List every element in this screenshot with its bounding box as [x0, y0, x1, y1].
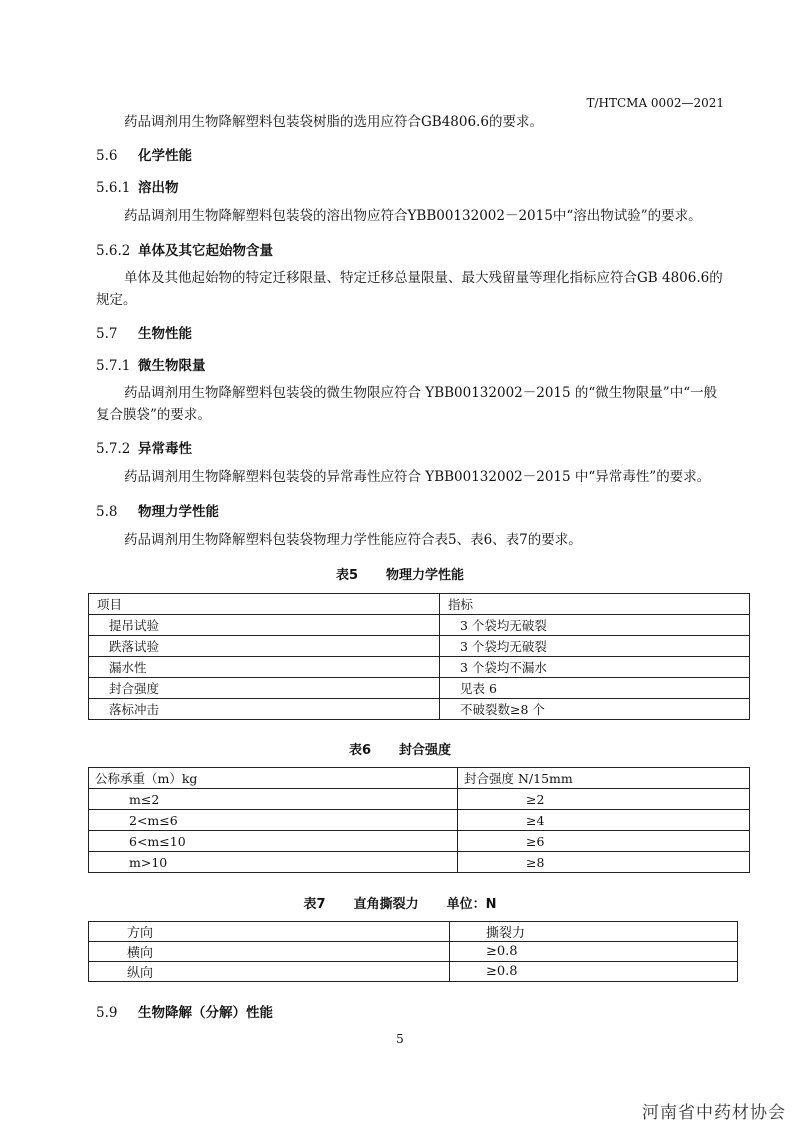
table-cell: ≥6 — [458, 831, 750, 852]
section-5-7-heading — [96, 322, 192, 342]
section-title: 溶出物 — [138, 180, 179, 196]
table-5-caption — [0, 564, 800, 583]
table-row — [89, 657, 750, 678]
table-row — [89, 615, 750, 636]
caption-title: 直角撕裂力 — [353, 897, 419, 912]
section-number: 5.6.2 — [96, 243, 131, 259]
section-5-6-1-heading — [96, 176, 179, 196]
table-cell: 纵向 — [89, 962, 450, 982]
section-number: 5.8 — [96, 504, 118, 520]
table-cell: 3 个袋均不漏水 — [440, 657, 750, 678]
table-cell: 3 个袋均无破裂 — [440, 636, 750, 657]
section-5-8-paragraph: 药品调剂用生物降解塑料包装袋物理力学性能应符合表5、表6、表7的要求。 — [124, 532, 582, 548]
section-5-6-2-paragraph: 单体及其他起始物的特定迁移限量、特定迁移总量限量、最大残留量等理化指标应符合GB 4806.6的规定。 — [96, 270, 723, 308]
table-cell: 封合强度 — [89, 678, 440, 699]
table-6-caption — [0, 739, 800, 758]
section-number: 5.6 — [96, 148, 118, 164]
section-title: 化学性能 — [138, 148, 192, 164]
table-cell: ≥4 — [458, 810, 750, 831]
table-cell: 落标冲击 — [89, 699, 440, 720]
table-cell: ≥0.8 — [450, 962, 738, 982]
table-cell: 漏水性 — [89, 657, 440, 678]
header-cell: 指标 — [440, 594, 750, 615]
table-header-row — [89, 768, 750, 789]
table-cell: ≥2 — [458, 789, 750, 810]
organization-watermark: 河南省中药材协会 — [642, 1103, 786, 1123]
section-5-7-1-heading — [96, 354, 206, 374]
table-cell: 3 个袋均无破裂 — [440, 615, 750, 636]
caption-title: 封合强度 — [399, 743, 452, 758]
section-number: 5.6.1 — [96, 180, 131, 196]
section-title: 生物降解（分解）性能 — [138, 1005, 273, 1021]
header-cell: 公称承重（m）kg — [89, 768, 458, 789]
section-5-6-2-heading — [96, 239, 273, 259]
document-code: T/HTCMA 0002—2021 — [586, 96, 724, 110]
table-cell: 提吊试验 — [89, 615, 440, 636]
table-row — [89, 699, 750, 720]
section-5-7-2-heading — [96, 437, 192, 457]
caption-number: 表6 — [348, 743, 372, 758]
table-row — [89, 942, 738, 962]
header-cell: 项目 — [89, 594, 440, 615]
table-cell: 6<m≤10 — [89, 831, 458, 852]
table-7 — [88, 921, 738, 982]
caption-unit: 单位：N — [446, 897, 497, 912]
table-cell: 跌落试验 — [89, 636, 440, 657]
table-row — [89, 831, 750, 852]
table-cell: m≤2 — [89, 789, 458, 810]
table-cell: m>10 — [89, 852, 458, 873]
table-row — [89, 789, 750, 810]
table-cell: 2<m≤6 — [89, 810, 458, 831]
section-number: 5.7 — [96, 326, 118, 342]
caption-number: 表5 — [335, 568, 359, 583]
table-cell: ≥8 — [458, 852, 750, 873]
section-5-8-heading — [96, 500, 219, 520]
table-row — [89, 962, 738, 982]
table-cell: ≥0.8 — [450, 942, 738, 962]
section-title: 物理力学性能 — [138, 504, 219, 520]
section-title: 生物性能 — [138, 326, 192, 342]
section-5-6-heading — [96, 144, 192, 164]
page-number: 5 — [396, 1032, 404, 1046]
section-title: 异常毒性 — [138, 441, 192, 457]
table-row — [89, 678, 750, 699]
table-cell: 见表 6 — [440, 678, 750, 699]
table-header-row — [89, 594, 750, 615]
table-row — [89, 810, 750, 831]
table-header-row — [89, 922, 738, 942]
section-5-6-1-paragraph: 药品调剂用生物降解塑料包装袋的溶出物应符合YBB00132002－2015中“溶出物试验”的要求。 — [124, 208, 702, 224]
table-row — [89, 852, 750, 873]
table-cell: 不破裂数≥8 个 — [440, 699, 750, 720]
section-number: 5.7.1 — [96, 358, 131, 374]
table-row — [89, 636, 750, 657]
caption-number: 表7 — [303, 897, 326, 912]
header-cell: 方向 — [89, 922, 450, 942]
table-cell: 横向 — [89, 942, 450, 962]
table-7-caption — [0, 893, 800, 912]
section-5-7-1-paragraph: 药品调剂用生物降解塑料包装袋的微生物限应符合 YBB00132002－2015 的“微生物限量”中“一般复合膜袋”的要求。 — [96, 385, 718, 423]
caption-title: 物理力学性能 — [386, 568, 465, 583]
section-5-9-heading — [96, 1001, 273, 1021]
section-title: 单体及其它起始物含量 — [138, 243, 273, 259]
section-5-7-2-paragraph: 药品调剂用生物降解塑料包装袋的异常毒性应符合 YBB00132002－2015 中“异常毒性”的要求。 — [124, 469, 711, 485]
table-6 — [88, 767, 750, 873]
section-number: 5.9 — [96, 1005, 118, 1021]
header-cell: 撕裂力 — [450, 922, 738, 942]
section-number: 5.7.2 — [96, 441, 131, 457]
intro-paragraph: 药品调剂用生物降解塑料包装袋树脂的选用应符合GB4806.6的要求。 — [124, 114, 543, 130]
section-title: 微生物限量 — [138, 358, 206, 374]
header-cell: 封合强度 N/15mm — [458, 768, 750, 789]
table-5 — [88, 593, 750, 720]
